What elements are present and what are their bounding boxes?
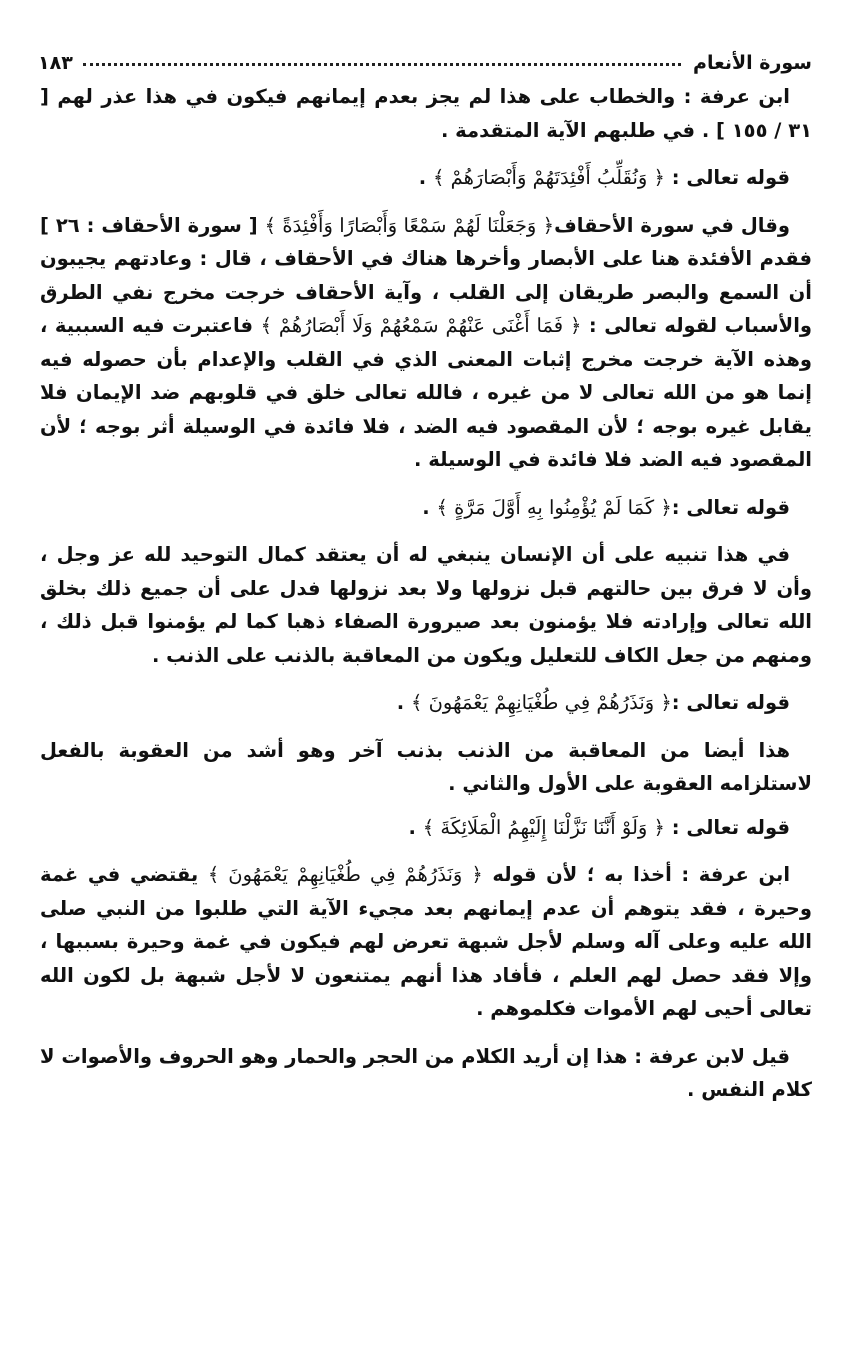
paragraph-text: قيل لابن عرفة : هذا إن أريد الكلام من الحجر والحمار وهو الحروف والأصوات لا كلام النفس .	[40, 1044, 812, 1101]
citation-end: .	[422, 495, 437, 519]
quran-verse: ﴿ فَمَا أَغْنَى عَنْهُمْ سَمْعُهُمْ وَلَا أَبْصَارُهُمْ ﴾	[260, 314, 582, 337]
paragraph-text: [ سورة الأحقاف : ٢٦ ] فقدم الأفئدة هنا على الأبصار وأخرها هناك في الأحقاف ، قال : وعادتهم يجيبون أن السمع والبصر طريقان إلى القلب ، وآية الأحقاف خرجت مخرج نفي الطرق والأسباب لقوله تعالى :	[40, 213, 813, 337]
paragraph-ibn-arafa-2	[40, 858, 812, 1026]
quran-citation-1	[40, 161, 812, 195]
quran-verse: ﴿ وَلَوْ أَنَّنَا نَزَّلْنَا إِلَيْهِمُ الْمَلَائِكَةَ ﴾	[422, 815, 665, 839]
quran-verse: ﴿ كَمَا لَمْ يُؤْمِنُوا بِهِ أَوَّلَ مَرَّةٍ ﴾	[436, 495, 672, 519]
quran-citation-2	[40, 491, 812, 525]
paragraph-text: وقال في سورة الأحقاف	[554, 213, 791, 237]
quran-citation-4	[40, 811, 812, 845]
paragraph-text: هذا أيضا من المعاقبة من الذنب بذنب آخر وهو أشد من العقوبة بالفعل لاستلزامه العقوبة على الأول والثاني .	[40, 738, 812, 795]
paragraph-ibn-arafa-1	[40, 80, 812, 147]
page-header	[38, 34, 812, 74]
paragraph-text: ابن عرفة : أخذا به ؛ لأن قوله	[482, 863, 791, 886]
paragraph-ahqaf	[40, 209, 812, 477]
paragraph-text: في هذا تنبيه على أن الإنسان ينبغي له أن يعتقد كمال التوحيد لله عز وجل ، وأن لا فرق بين حالتهم قبل نزولها ولا بعد نزولها فدل على أن جميع ذلك بخلق الله تعالى وإرادته فلا يؤمنون بعد صيرورة الصفاء ذهبا كما لم يؤمنوا قبل ذلك ، ومنهم من جعل الكاف للتعليل ويكون من المعاقبة بالذنب على الذنب .	[40, 543, 812, 667]
paragraph-tawhid	[40, 538, 812, 672]
quran-citation-3	[40, 686, 812, 720]
citation-intro: قوله تعالى :	[671, 495, 790, 519]
citation-intro: قوله تعالى :	[671, 691, 790, 714]
paragraph-ibn-arafa-3	[40, 1040, 812, 1107]
surah-title: سورة الأنعام	[693, 52, 812, 74]
paragraph-text: فاعتبرت فيه السببية ، وهذه الآية خرجت مخرج إثبات المعنى الذي في القلب والإعدام بأن حصوله فيه إنما هو من الله تعالى لا من غيره ، فالله تعالى خلق في قلوبهم ضد الإيمان فلا يقابل غيره بوجه ؛ لأن المقصود فيه الضد ، فلا فائدة في الوسيلة أثر بوجه ؛ لأن المقصود فيه الضد فلا فائدة في الوسيلة .	[40, 314, 812, 471]
citation-end: .	[408, 815, 423, 839]
header-dotted-leader	[83, 62, 681, 66]
paragraph-muaqaba	[40, 734, 812, 801]
paragraph-text: يقتضي في غمة وحيرة ، فقد يتوهم أن عدم إيمانهم بعد مجيء الآية التي طلبوا من النبي صلى الله عليه وعلى آله وسلم لأجل شبهة تعرض لهم فيكون في غمة وحيرة بسببها ، وإلا فقد حصل لهم العلم ، فأفاد هذا أنهم يمتنعون لا لأجل شبهة بل لكون الله تعالى أحيى لهم الأموات فكلموهم .	[40, 863, 812, 1020]
quran-verse: ﴿ وَنُقَلِّبُ أَفْئِدَتَهُمْ وَأَبْصَارَهُمْ ﴾	[432, 166, 665, 189]
citation-intro: قوله تعالى :	[664, 166, 790, 189]
paragraph-text: ابن عرفة : والخطاب على هذا لم يجز بعدم إيمانهم فيكون في هذا عذر لهم [ ٣١ / ١٥٥ ] . في طلبهم الآية المتقدمة .	[40, 85, 812, 142]
citation-end: .	[396, 691, 411, 714]
page-body	[40, 80, 812, 1121]
citation-intro: قوله تعالى :	[664, 815, 790, 839]
quran-verse: ﴿ وَنَذَرُهُمْ فِي طُغْيَانِهِمْ يَعْمَهُونَ ﴾	[410, 691, 672, 714]
page-number: ١٨٣	[38, 52, 73, 74]
quran-verse: ﴿ وَجَعَلْنَا لَهُمْ سَمْعًا وَأَبْصَارًا وَأَفْئِدَةً ﴾	[264, 213, 555, 237]
quran-verse: ﴿ وَنَذَرُهُمْ فِي طُغْيَانِهِمْ يَعْمَهُونَ ﴾	[207, 863, 483, 886]
citation-end: .	[418, 166, 433, 189]
